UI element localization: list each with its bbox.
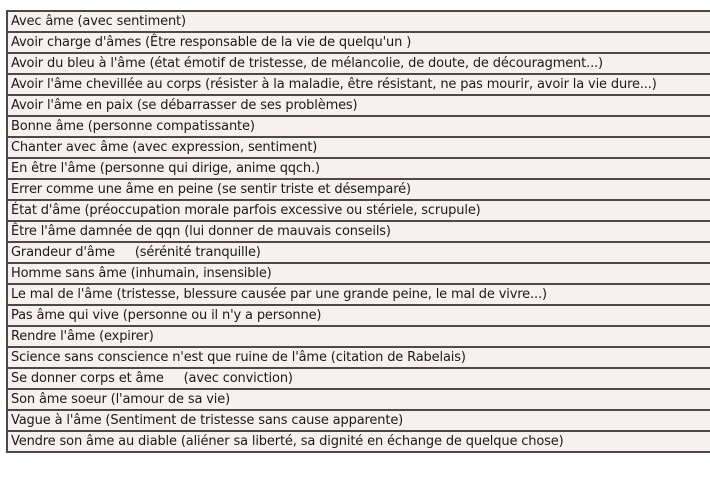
expression-cell: Avoir du bleu à l'âme (état émotif de tristesse, de mélancolie, de doute, de découragment...): [7, 53, 710, 74]
table-row: [7, 53, 710, 74]
expression-cell: En être l'âme (personne qui dirige, anime qqch.): [7, 158, 710, 179]
table-row: [7, 200, 710, 221]
table-row: [7, 11, 710, 32]
expression-cell: Vague à l'âme (Sentiment de tristesse sans cause apparente): [7, 410, 710, 431]
expression-cell: Avoir l'âme chevillée au corps (résister à la maladie, être résistant, ne pas mourir, avoir la vie dure...): [7, 74, 710, 95]
table-row: [7, 431, 710, 452]
table-row: [7, 221, 710, 242]
table-row: [7, 137, 710, 158]
table-row: [7, 389, 710, 410]
expression-cell: Science sans conscience n'est que ruine de l'âme (citation de Rabelais): [7, 347, 710, 368]
expression-cell: Être l'âme damnée de qqn (lui donner de mauvais conseils): [7, 221, 710, 242]
expression-cell: Vendre son âme au diable (aliéner sa liberté, sa dignité en échange de quelque chose): [7, 431, 710, 452]
expression-cell: Son âme soeur (l'amour de sa vie): [7, 389, 710, 410]
expression-cell: Bonne âme (personne compatissante): [7, 116, 710, 137]
expression-cell: Homme sans âme (inhumain, insensible): [7, 263, 710, 284]
expression-cell: Errer comme une âme en peine (se sentir triste et désemparé): [7, 179, 710, 200]
table-row: [7, 242, 710, 263]
table-row: [7, 116, 710, 137]
expressions-table-body: [7, 11, 710, 452]
expression-cell: Avoir charge d'âmes (Être responsable de la vie de quelqu'un ): [7, 32, 710, 53]
table-row: [7, 179, 710, 200]
expression-cell: Se donner corps et âme (avec conviction): [7, 368, 710, 389]
table-row: [7, 158, 710, 179]
table-row: [7, 284, 710, 305]
table-row: [7, 95, 710, 116]
expression-cell: Avec âme (avec sentiment): [7, 11, 710, 32]
table-row: [7, 263, 710, 284]
table-row: [7, 410, 710, 431]
table-row: [7, 32, 710, 53]
expression-cell: Rendre l'âme (expirer): [7, 326, 710, 347]
table-row: [7, 368, 710, 389]
table-row: [7, 305, 710, 326]
table-row: [7, 347, 710, 368]
expression-cell: Le mal de l'âme (tristesse, blessure causée par une grande peine, le mal de vivre...): [7, 284, 710, 305]
table-row: [7, 326, 710, 347]
expression-cell: Avoir l'âme en paix (se débarrasser de ses problèmes): [7, 95, 710, 116]
expression-cell: Pas âme qui vive (personne ou il n'y a personne): [7, 305, 710, 326]
expressions-table: [6, 10, 710, 453]
table-row: [7, 74, 710, 95]
expression-cell: État d'âme (préoccupation morale parfois excessive ou stériele, scrupule): [7, 200, 710, 221]
expression-cell: Chanter avec âme (avec expression, sentiment): [7, 137, 710, 158]
expression-cell: Grandeur d'âme (sérénité tranquille): [7, 242, 710, 263]
